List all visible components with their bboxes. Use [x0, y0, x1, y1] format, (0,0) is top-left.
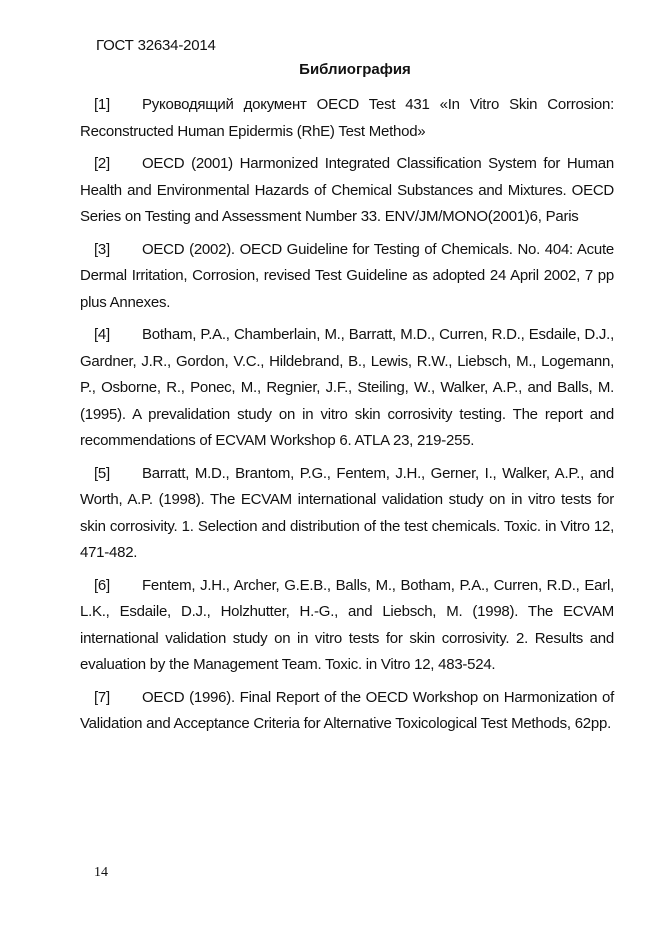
reference-item [80, 151, 614, 231]
reference-number: [5] [94, 464, 110, 482]
document-header: ГОСТ 32634-2014 [96, 37, 216, 54]
reference-text: OECD (1996). Final Report of the OECD Workshop on Harmonization of Validation and Acceptance Criteria for Alternative Toxicological Test Methods, 62pp. [80, 688, 614, 732]
reference-item [80, 237, 614, 317]
reference-text: OECD (2002). OECD Guideline for Testing of Chemicals. No. 404: Acute Dermal Irritation, Corrosion, revised Test Guideline as adopted 24 April 2002, 7 pp plus Annexes. [80, 240, 614, 311]
page-title: Библиография [299, 61, 411, 78]
reference-number: [1] [94, 96, 110, 113]
reference-number: [6] [94, 576, 110, 594]
reference-text: OECD (2001) Harmonized Integrated Classification System for Human Health and Environmental Hazards of Chemical Substances and Mixtures. OECD Series on Testing and Assessment Number 33. ENV/JM/MONO(2001)6, Paris [80, 155, 614, 225]
reference-item [80, 92, 614, 145]
reference-number: [7] [94, 688, 110, 706]
reference-text: Barratt, M.D., Brantom, P.G., Fentem, J.H., Gerner, I., Walker, A.P., and Worth, A.P. (1998). The ECVAM international validation study on in vitro tests for skin corrosivity. 1. Selection and distribution of the test chemicals. Toxic. in Vitro 12, 471-482. [80, 464, 614, 561]
reference-text: Fentem, J.H., Archer, G.E.B., Balls, M., Botham, P.A., Curren, R.D., Earl, L.K., Esdaile, D.J., Holzhutter, H.-G., and Liebsch, M. (1998). The ECVAM international validation study on in vitro tests for skin corrosivity. 2. Results and evaluation by the Management Team. Toxic. in Vitro 12, 483-524. [80, 576, 614, 673]
page-number: 14 [94, 865, 108, 880]
reference-number: [4] [94, 326, 110, 343]
reference-text: Botham, P.A., Chamberlain, M., Barratt, M.D., Curren, R.D., Esdaile, D.J., Gardner, J.R., Gordon, V.C., Hildebrand, B., Lewis, R.W., Liebsch, M., Logemann, P., Osborne, R., Ponec, M., Regnier, J.F., Steiling, W., Walker, A.P., and Balls, M. (1995). A prevalidation study on in vitro skin corrosivity testing. The report and recommendations of ECVAM Workshop 6. ATLA 23, 219-255. [80, 326, 614, 449]
reference-item [80, 461, 614, 567]
bibliography-list [80, 92, 614, 744]
reference-text: Руководящий документ OECD Test 431 «In Vitro Skin Corrosion: Reconstructed Human Epidermis (RhE) Test Method» [80, 96, 614, 140]
reference-item [80, 685, 614, 738]
reference-item [80, 573, 614, 679]
reference-item [80, 322, 614, 455]
reference-number: [2] [94, 155, 110, 172]
reference-number: [3] [94, 240, 110, 258]
